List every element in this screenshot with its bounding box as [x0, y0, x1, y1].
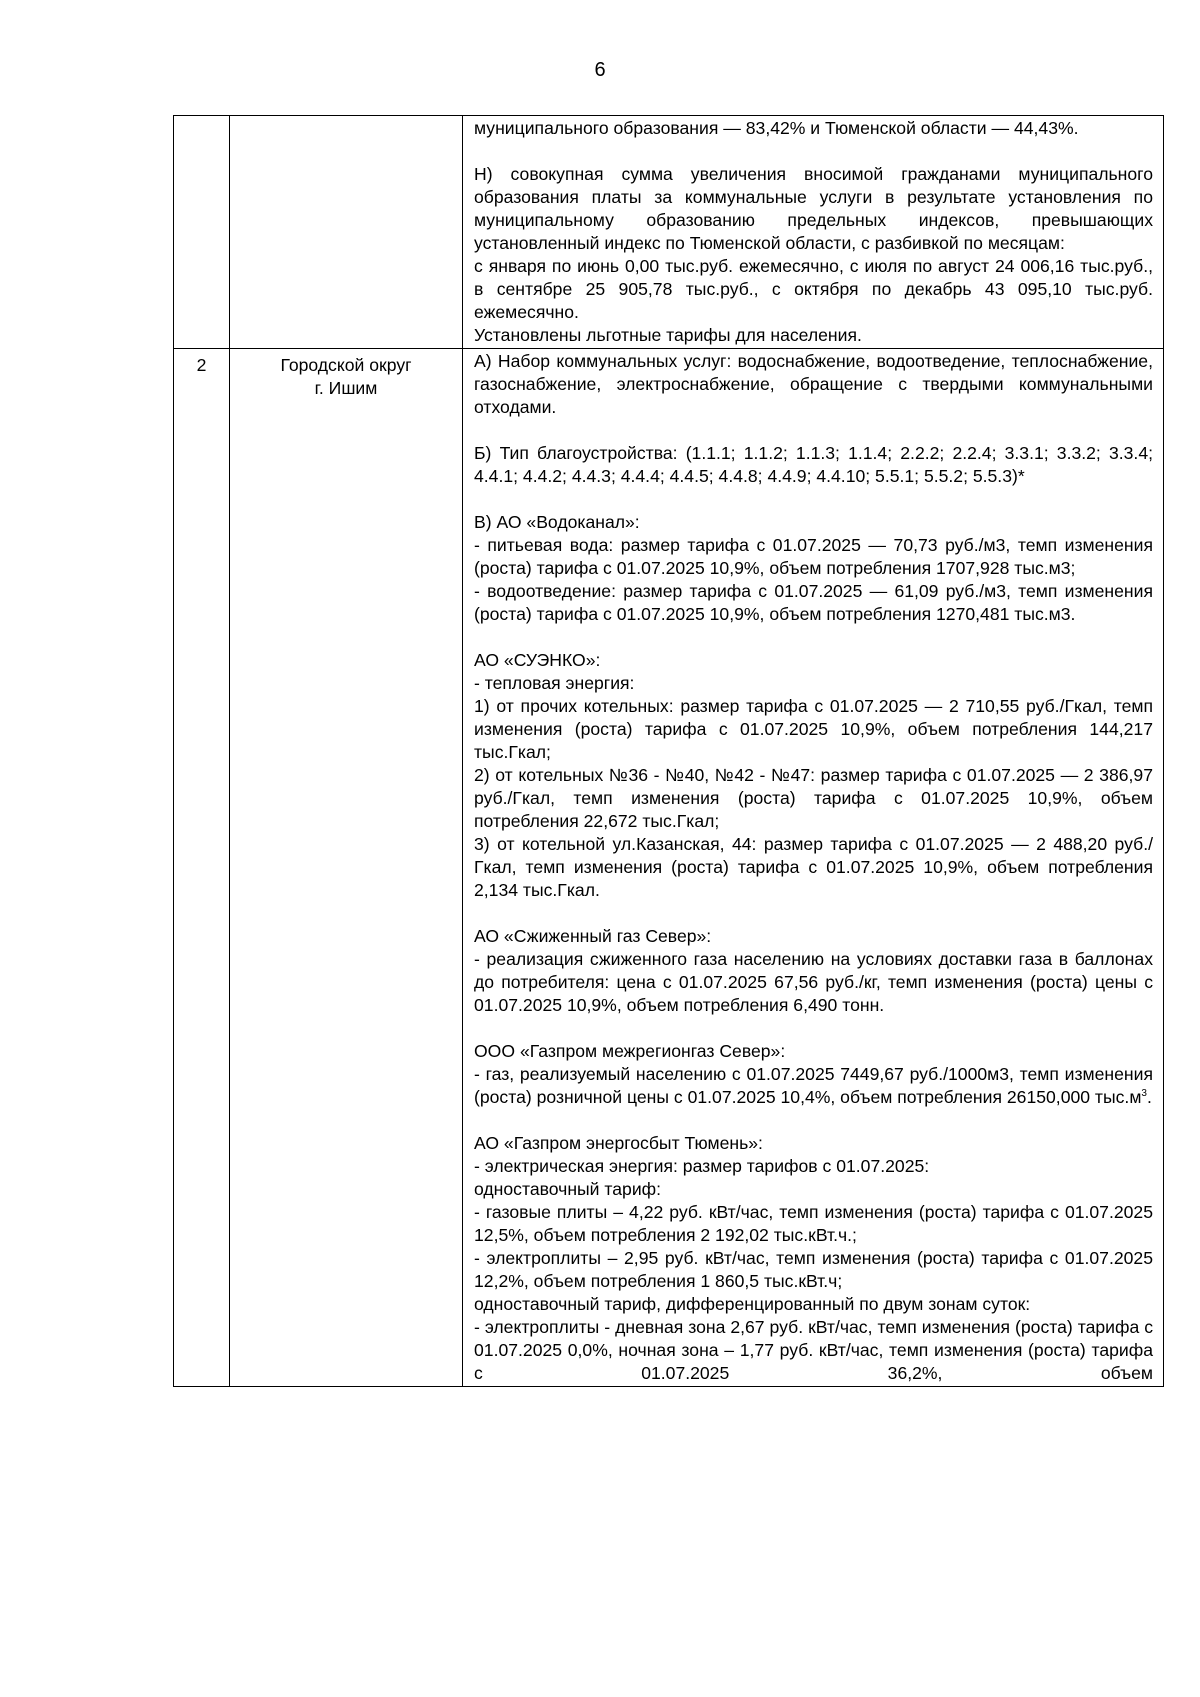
paragraph: - электроплиты – 2,95 руб. кВт/час, темп изменения (роста) тарифа с 01.07.2025 12,2%, объем потребления 1 860,5 тыс.кВт.ч;: [474, 1248, 1153, 1291]
paragraph: Б) Тип благоустройства: (1.1.1; 1.1.2; 1.1.3; 1.1.4; 2.2.2; 2.2.4; 3.3.1; 3.3.2; 3.3.4; 4.4.1; 4.4.2; 4.4.3; 4.4.4; 4.4.5; 4.4.8; 4.4.9; 4.4.10; 5.5.1; 5.5.2; 5.5.3)*: [474, 443, 1153, 486]
page-number: 6: [594, 59, 606, 81]
paragraph: - газовые плиты – 4,22 руб. кВт/час, темп изменения (роста) тарифа с 01.07.2025 12,5%, объем потребления 2 192,02 тыс.кВт.ч.;: [474, 1202, 1153, 1245]
paragraph: с января по июнь 0,00 тыс.руб. ежемесячно, с июля по август 24 006,16 тыс.руб., в сентябре 25 905,78 тыс.руб., с октября по декабрь 43 095,10 тыс.руб. ежемесячно.: [474, 256, 1153, 322]
paragraph: 3) от котельной ул.Казанская, 44: размер тарифа с 01.07.2025 — 2 488,20 руб./Гкал, темп изменения (роста) тарифа с 01.07.2025 10,9%, объем потребления 2,134 тыс.Гкал.: [474, 834, 1153, 900]
row-number-cell: [174, 116, 230, 349]
paragraph: - электроплиты - дневная зона 2,67 руб. кВт/час, темп изменения (роста) тарифа с 01.07.2025 0,0%, ночная зона – 1,77 руб. кВт/час, темп изменения (роста) тарифа с 01.07.2025 36,2%, объем: [474, 1317, 1153, 1383]
superscript: 3: [1141, 1088, 1147, 1100]
paragraph: Н) совокупная сумма увеличения вносимой гражданами муниципального образования платы за коммунальные услуги в результате установления по муниципальному образованию предельных индексов, превышающих установленный индекс по Тюменской области, с разбивкой по месяцам:: [474, 164, 1153, 253]
description-cell: [463, 116, 1164, 349]
paragraph-text: - газ, реализуемый населению с 01.07.2025 7449,67 руб./1000м3, темп изменения (роста) розничной цены с 01.07.2025 10,4%, объем потребления 26150,000 тыс.м: [474, 1064, 1153, 1107]
paragraph: АО «СУЭНКО»:: [474, 650, 601, 670]
paragraph: Установлены льготные тарифы для населения.: [474, 325, 862, 345]
municipality-cell: [230, 349, 463, 1387]
paragraph: - тепловая энергия:: [474, 673, 635, 693]
paragraph: - реализация сжиженного газа населению на условиях доставки газа в баллонах до потребителя: цена с 01.07.2025 67,56 руб./кг, темп изменения (роста) цены с 01.07.2025 10,9%, объем потребления 6,490 тонн.: [474, 949, 1153, 1015]
paragraph: муниципального образования — 83,42% и Тюменской области — 44,43%.: [474, 118, 1079, 138]
paragraph: В) АО «Водоканал»:: [474, 512, 640, 532]
paragraph-text: .: [1146, 1087, 1152, 1107]
paragraph: - водоотведение: размер тарифа с 01.07.2025 — 61,09 руб./м3, темп изменения (роста) тарифа с 01.07.2025 10,9%, объем потребления 1270,481 тыс.м3.: [474, 581, 1153, 624]
municipality-cell: [230, 116, 463, 349]
paragraph: ООО «Газпром межрегионгаз Север»:: [474, 1041, 786, 1061]
paragraph: одноставочный тариф:: [474, 1179, 662, 1199]
paragraph: А) Набор коммунальных услуг: водоснабжение, водоотведение, теплоснабжение, газоснабжение, электроснабжение, обращение с твердыми коммунальными отходами.: [474, 351, 1153, 417]
paragraph: АО «Сжиженный газ Север»:: [474, 926, 712, 946]
description-cell: [463, 349, 1164, 1387]
table-row: [174, 116, 1164, 349]
paragraph: АО «Газпром энергосбыт Тюмень»:: [474, 1133, 763, 1153]
paragraph: 2) от котельных №36 - №40, №42 - №47: размер тарифа с 01.07.2025 — 2 386,97 руб./Гкал, темп изменения (роста) тарифа с 01.07.2025 10,9%, объем потребления 22,672 тыс.Гкал;: [474, 765, 1153, 831]
paragraph: - электрическая энергия: размер тарифов с 01.07.2025:: [474, 1156, 930, 1176]
municipality-name-line: г. Ишим: [314, 378, 378, 398]
paragraph: 1) от прочих котельных: размер тарифа с 01.07.2025 — 2 710,55 руб./Гкал, темп изменения (роста) тарифа с 01.07.2025 10,9%, объем потребления 144,217 тыс.Гкал;: [474, 696, 1153, 762]
row-number-cell: 2: [174, 349, 230, 1387]
paragraph: [474, 1063, 1153, 1109]
municipality-name-line: Городской округ: [280, 355, 412, 375]
tariff-table: [173, 115, 1164, 1387]
paragraph: одноставочный тариф, дифференцированный по двум зонам суток:: [474, 1294, 1031, 1314]
table-row: [174, 349, 1164, 1387]
paragraph: - питьевая вода: размер тарифа с 01.07.2025 — 70,73 руб./м3, темп изменения (роста) тарифа с 01.07.2025 10,9%, объем потребления 1707,928 тыс.м3;: [474, 535, 1153, 578]
